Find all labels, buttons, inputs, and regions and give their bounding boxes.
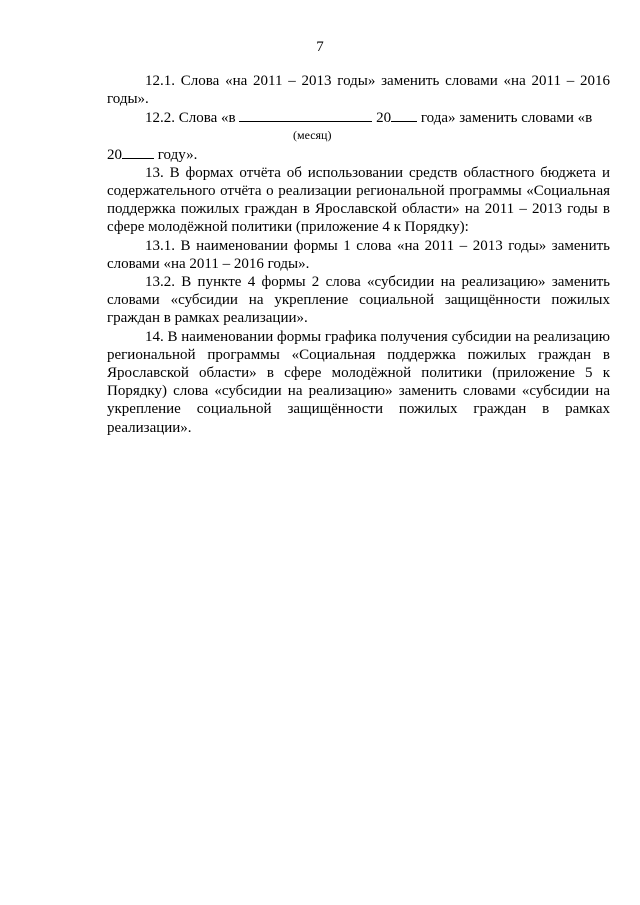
month-caption: (месяц) [293, 127, 332, 142]
clause-12-2-text-year: 20 [372, 110, 392, 127]
page-number: 7 [316, 39, 324, 55]
clause-12-2-text-start: 12.2. Слова «в [145, 110, 240, 127]
clause-12-2 [107, 108, 610, 127]
clause-13-1: 13.1. В наименовании формы 1 слова «на 2011 – 2013 годы» заменить словами «на 2011 – 2016 годы». [107, 237, 610, 272]
clause-12-2-text-end: года» заменить словами «в [417, 110, 593, 127]
month-blank [239, 108, 372, 122]
clause-12-2-year-prefix: 20 [107, 146, 122, 163]
caption-row [107, 128, 610, 145]
clause-12-2-year-suffix: году». [154, 146, 198, 163]
year-blank [391, 108, 417, 122]
clause-13: 13. В формах отчёта об использовании средств областного бюджета и содержательного отчёта о реализации региональной программы «Социальная поддержка пожилых граждан в Ярославской области» на 2011 – 2013 годы в сфере молодёжной политики (приложение 4 к Порядку): [107, 164, 610, 236]
clause-14: 14. В наименовании формы графика получения субсидии на реализацию региональной программы «Социальная поддержка пожилых граждан в Ярославской области» в сфере молодёжной политики (приложение 5 к Порядку) слова «субсидии на реализацию» заменить словами «субсидии на укрепление социальной защищённости пожилых граждан в рамках реализации». [107, 328, 611, 436]
year-blank-2 [122, 145, 154, 159]
clause-12-2-continuation [107, 145, 610, 164]
clause-13-2: 13.2. В пункте 4 формы 2 слова «субсидии на реализацию» заменить словами «субсидии на укрепление социальной защищённости пожилых граждан в рамках реализации». [107, 274, 610, 327]
clause-12-1: 12.1. Слова «на 2011 – 2013 годы» заменить словами «на 2011 – 2016 годы». [107, 73, 610, 108]
document-body [107, 72, 610, 437]
